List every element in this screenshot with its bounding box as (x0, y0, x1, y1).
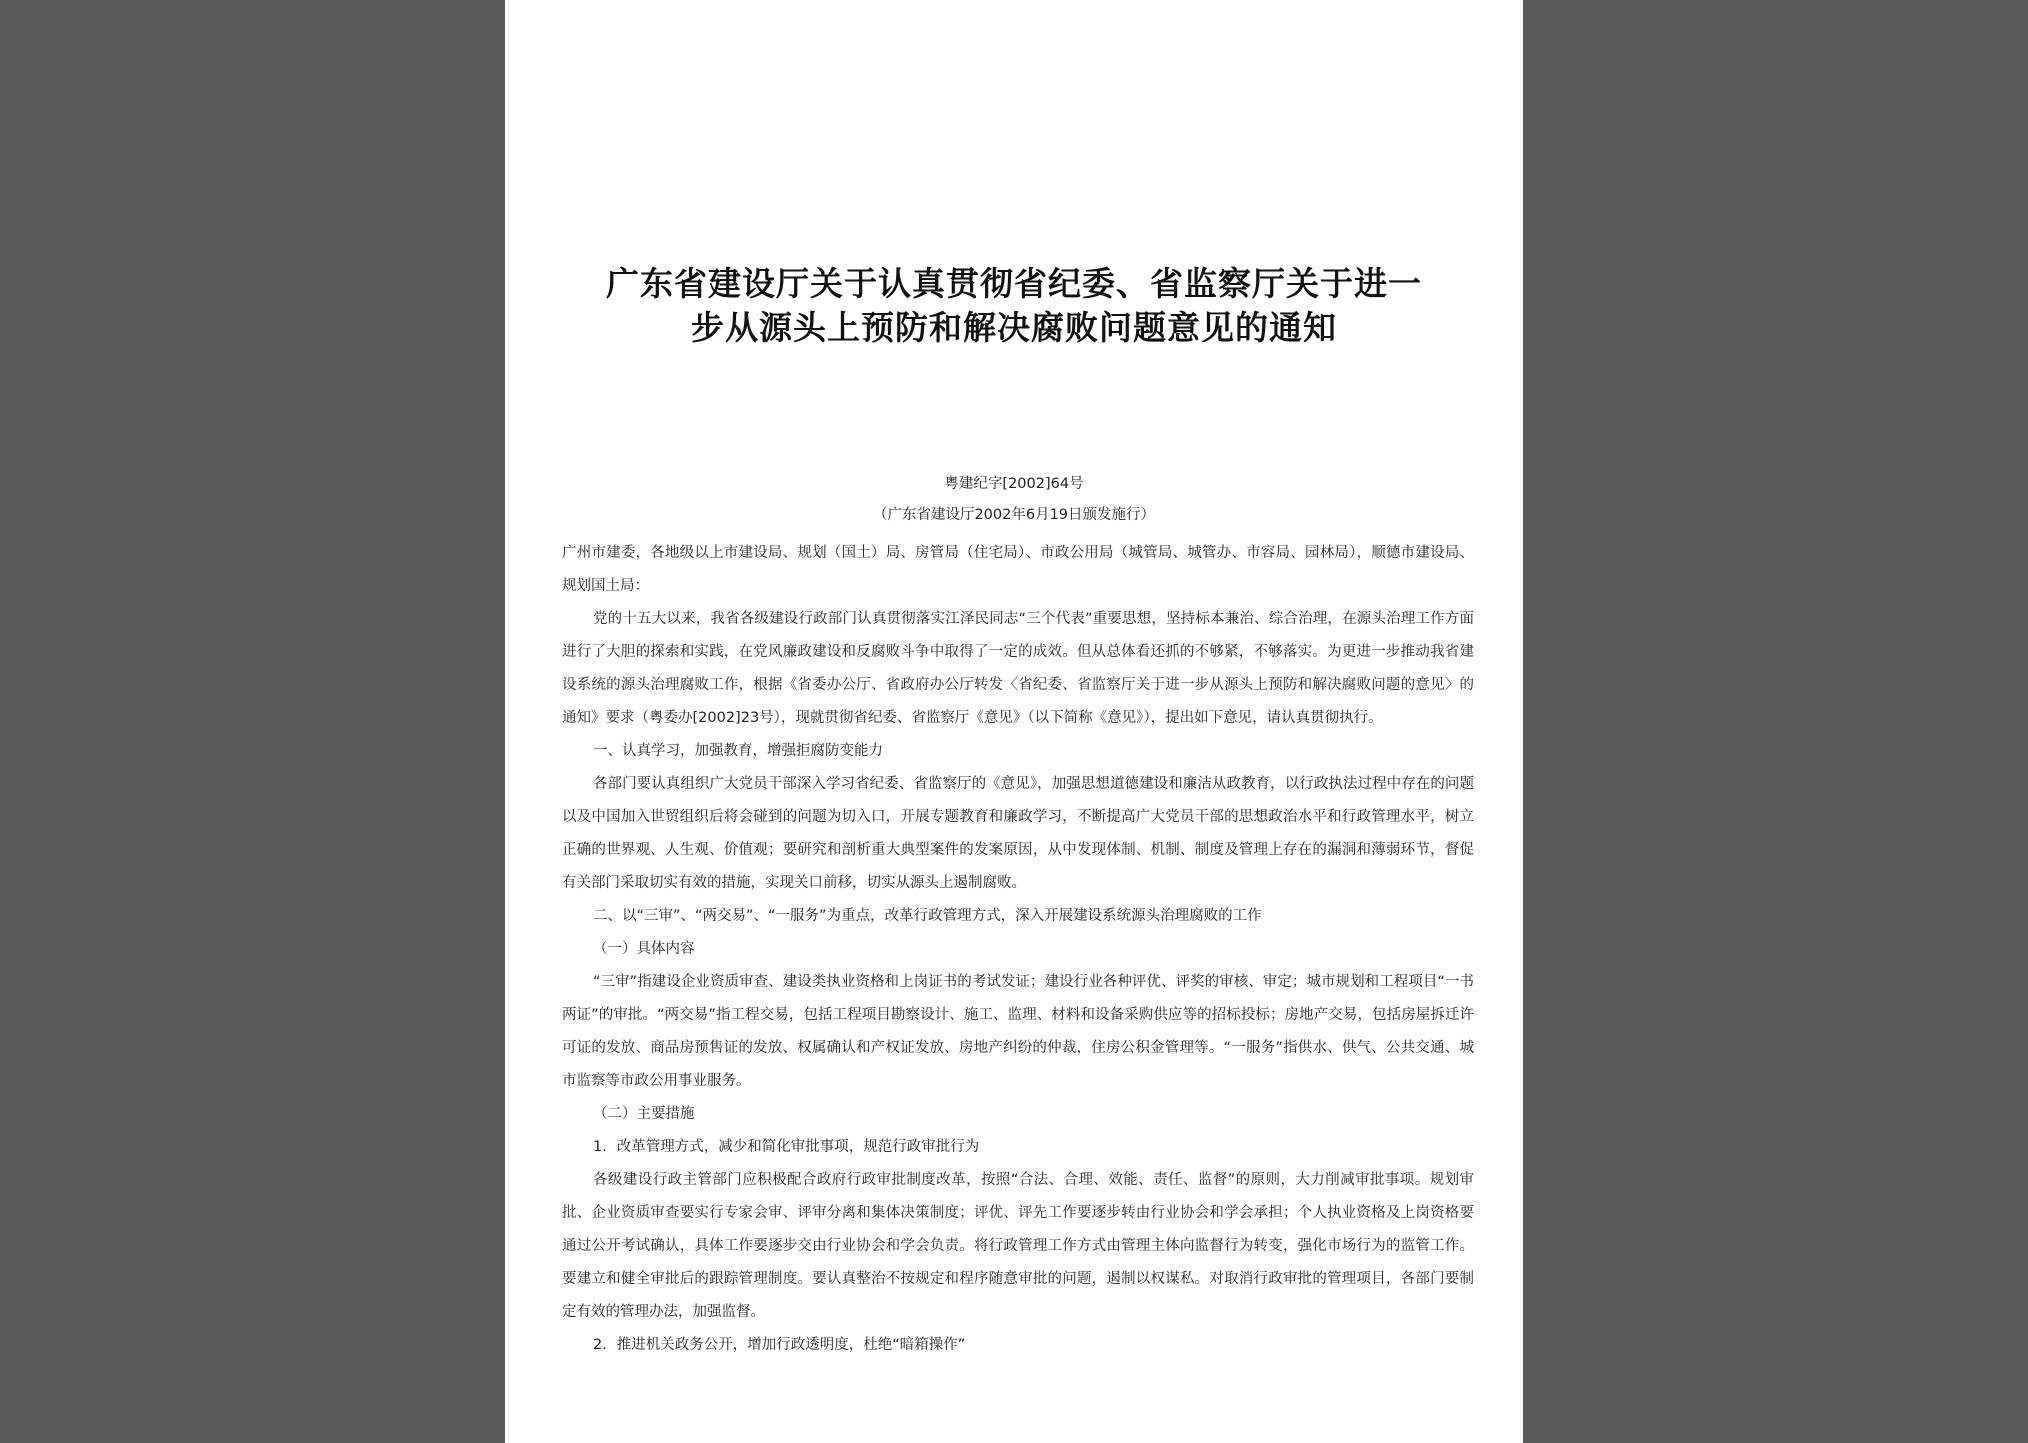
issue-note: （广东省建设厅2002年6月19日颁发施行） (872, 507, 1156, 523)
document-number: 粤建纪字[2002]64号 (944, 476, 1084, 492)
section-heading: 一、认真学习，加强教育，增强拒腐防变能力 (593, 743, 883, 759)
subsection-heading: （二）主要措施 (593, 1106, 695, 1122)
paragraph: 各部门要认真组织广大党员干部深入学习省纪委、省监察厅的《意见》，加强思想道德建设和廉洁从政教育，以行政执法过程中存在的问题以及中国加入世贸组织后将会碰到的问题为切入口，开展专题教育和廉政学习，不断提高广大党员干部的思想政治水平和行政管理水平，树立正确的世界观、人生观、价值观；要研究和剖析重大典型案件的发案原因，从中发现体制、机制、制度及管理上存在的漏洞和薄弱环节，督促有关部门采取切实有效的措施，实现关口前移，切实从源头上遏制腐败。 (562, 776, 1474, 891)
document-title (560, 262, 1468, 350)
section-heading: 二、以“三审”、“两交易”、“一服务”为重点，改革行政管理方式，深入开展建设系统源头治理腐败的工作 (593, 908, 1262, 924)
paragraph: 党的十五大以来，我省各级建设行政部门认真贯彻落实江泽民同志“三个代表”重要思想，坚持标本兼治、综合治理，在源头治理工作方面进行了大胆的探索和实践，在党风廉政建设和反腐败斗争中取得了一定的成效。但从总体看还抓的不够紧，不够落实。为更进一步推动我省建设系统的源头治理腐败工作，根据《省委办公厅、省政府办公厅转发〈省纪委、省监察厅关于进一步从源头上预防和解决腐败问题的意见〉的通知》要求（粤委办[2002]23号），现就贯彻省纪委、省监察厅《意见》（以下简称《意见》），提出如下意见，请认真贯彻执行。 (562, 611, 1474, 726)
title-line: 广东省建设厅关于认真贯彻省纪委、省监察厅关于进一 (606, 264, 1422, 303)
document-page (505, 0, 1523, 1443)
item-heading: 1．改革管理方式，减少和简化审批事项，规范行政审批行为 (593, 1139, 980, 1155)
paragraph: 各级建设行政主管部门应积极配合政府行政审批制度改革，按照“合法、合理、效能、责任、监督”的原则，大力削减审批事项。规划审批、企业资质审查要实行专家会审、评审分离和集体决策制度；评优、评先工作要逐步转由行业协会和学会承担；个人执业资格及上岗资格要通过公开考试确认，具体工作要逐步交由行业协会和学会负责。将行政管理工作方式由管理主体向监督行为转变，强化市场行为的监管工作。要建立和健全审批后的跟踪管理制度。要认真整治不按规定和程序随意审批的问题，遏制以权谋私。对取消行政审批的管理项目，各部门要制定有效的管理办法，加强监督。 (562, 1172, 1474, 1320)
subsection-heading: （一）具体内容 (593, 941, 695, 957)
paragraph: “三审”指建设企业资质审查、建设类执业资格和上岗证书的考试发证；建设行业各种评优、评奖的审核、审定；城市规划和工程项目“一书两证”的审批。“两交易”指工程交易，包括工程项目勘察设计、施工、监理、材料和设备采购供应等的招标投标；房地产交易，包括房屋拆迁许可证的发放、商品房预售证的发放、权属确认和产权证发放、房地产纠纷的仲裁，住房公积金管理等。“一服务”指供水、供气、公共交通、城市监察等市政公用事业服务。 (562, 974, 1474, 1089)
addressee: 广州市建委，各地级以上市建设局、规划（国土）局、房管局（住宅局）、市政公用局（城管局、城管办、市容局、园林局），顺德市建设局、规划国土局： (562, 545, 1474, 594)
document-body (562, 537, 1474, 1362)
item-heading: 2．推进机关政务公开，增加行政透明度，杜绝“暗箱操作” (593, 1337, 966, 1353)
title-line: 步从源头上预防和解决腐败问题意见的通知 (691, 308, 1337, 347)
